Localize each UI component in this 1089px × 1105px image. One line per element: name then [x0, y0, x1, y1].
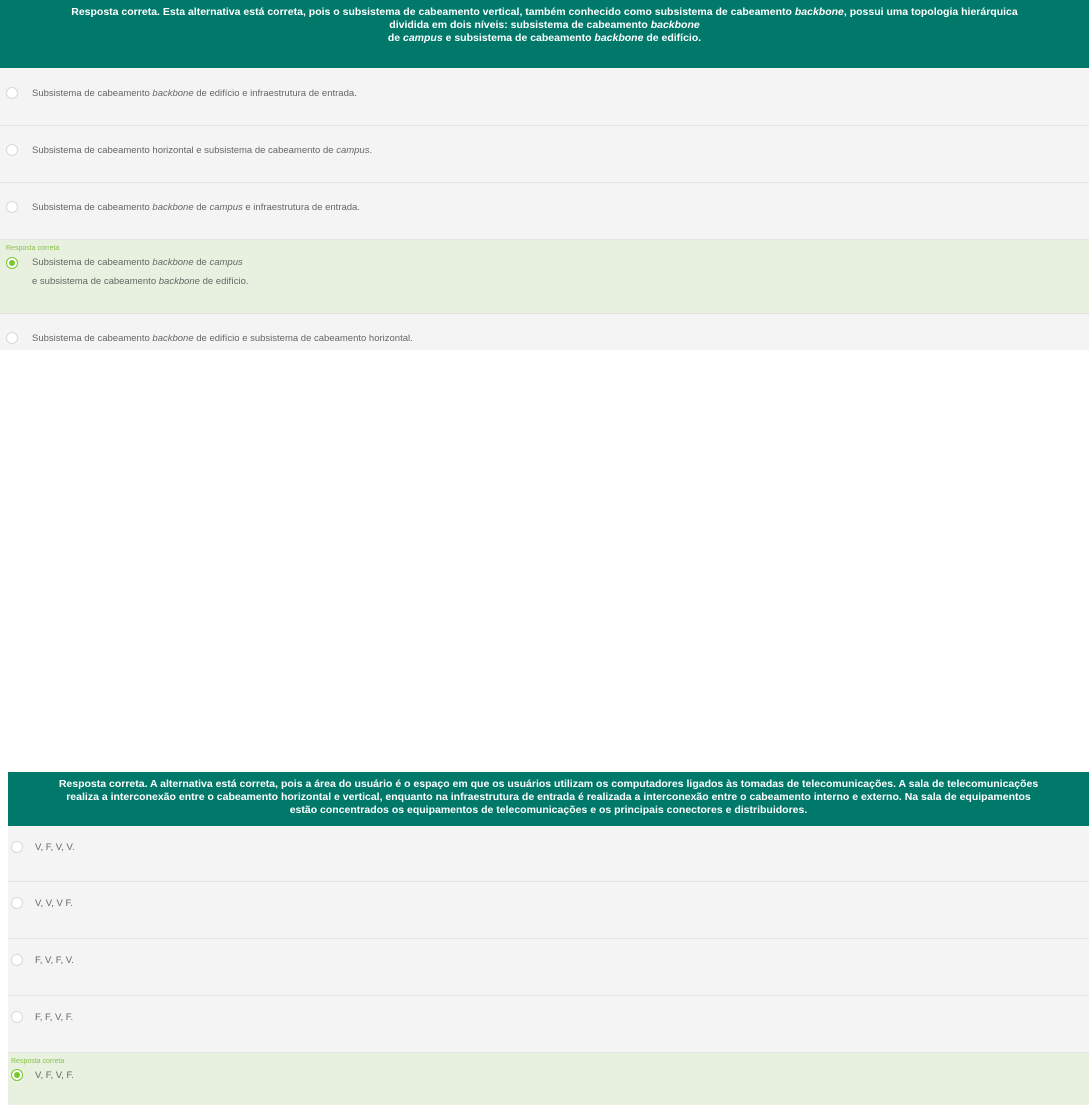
- question-2-block: [8, 772, 1089, 1105]
- answer-option-2[interactable]: [0, 126, 1089, 183]
- question-1-block: [0, 0, 1089, 350]
- feedback-banner: [8, 772, 1089, 826]
- answer-option-1[interactable]: [8, 826, 1089, 882]
- option-label: V, F, V, V.: [35, 842, 75, 853]
- answer-option-3[interactable]: [0, 183, 1089, 240]
- answer-option-5[interactable]: [8, 1053, 1089, 1105]
- feedback-text: dividida em dois níveis: subsistema de cabeamento: [389, 19, 651, 31]
- answer-option-5[interactable]: [0, 314, 1089, 350]
- radio-button[interactable]: [11, 897, 23, 909]
- answer-option-4[interactable]: [0, 240, 1089, 314]
- option-label: V, F, V, F.: [35, 1070, 74, 1081]
- feedback-emphasis: backbone: [650, 19, 700, 31]
- feedback-text: de: [387, 32, 403, 44]
- feedback-text: , possui uma topologia hierárquica: [843, 6, 1018, 18]
- feedback-text: de edifício.: [643, 32, 702, 44]
- radio-button[interactable]: [6, 201, 18, 213]
- option-label: Subsistema de cabeamento backbone de edifício e infraestrutura de entrada.: [32, 88, 357, 99]
- radio-button[interactable]: [11, 1011, 23, 1023]
- answer-option-3[interactable]: [8, 939, 1089, 996]
- radio-button-selected[interactable]: [11, 1069, 23, 1081]
- option-label: Subsistema de cabeamento backbone de campus e subsistema de cabeamento backbone de edifício.: [32, 257, 249, 287]
- answer-option-4[interactable]: [8, 996, 1089, 1053]
- feedback-text: Resposta correta. Esta alternativa está correta, pois o subsistema de cabeamento vertical, também conhecido como subsistema de cabeamento: [71, 6, 795, 18]
- feedback-banner: [0, 0, 1089, 68]
- radio-button-selected[interactable]: [6, 257, 18, 269]
- radio-button[interactable]: [6, 332, 18, 344]
- feedback-emphasis: backbone: [794, 6, 844, 18]
- radio-button[interactable]: [6, 144, 18, 156]
- feedback-emphasis: backbone: [594, 32, 644, 44]
- answer-option-2[interactable]: [8, 882, 1089, 939]
- option-label: F, F, V, F.: [35, 1012, 74, 1023]
- feedback-text: Resposta correta. A alternativa está correta, pois a área do usuário é o espaço em que os usuários utilizam os computadores ligados às tomadas de telecomunicações. A sala de telecomunicações: [58, 778, 1039, 790]
- option-label: Subsistema de cabeamento backbone de campus e infraestrutura de entrada.: [32, 202, 360, 213]
- option-label: Subsistema de cabeamento backbone de edifício e subsistema de cabeamento horizontal.: [32, 333, 413, 344]
- radio-button[interactable]: [11, 841, 23, 853]
- feedback-text: realiza a interconexão entre o cabeamento horizontal e vertical, enquanto na infraestrutura de entrada é realizada a interconexão entre o cabeamento interno e externo. Na sala de equipamentos: [66, 791, 1031, 803]
- correct-answer-label: Resposta correta: [6, 245, 60, 252]
- option-label: V, V, V F.: [35, 898, 73, 909]
- answer-option-1[interactable]: [0, 68, 1089, 126]
- correct-answer-label: Resposta correta: [11, 1058, 65, 1065]
- radio-button[interactable]: [6, 87, 18, 99]
- option-label: F, V, F, V.: [35, 955, 74, 966]
- option-label: Subsistema de cabeamento horizontal e subsistema de cabeamento de campus.: [32, 145, 373, 156]
- feedback-text: e subsistema de cabeamento: [442, 32, 595, 44]
- radio-button[interactable]: [11, 954, 23, 966]
- feedback-text: estão concentrados os equipamentos de telecomunicações e os principais conectores e distribuidores.: [289, 804, 808, 816]
- feedback-emphasis: campus: [402, 32, 443, 44]
